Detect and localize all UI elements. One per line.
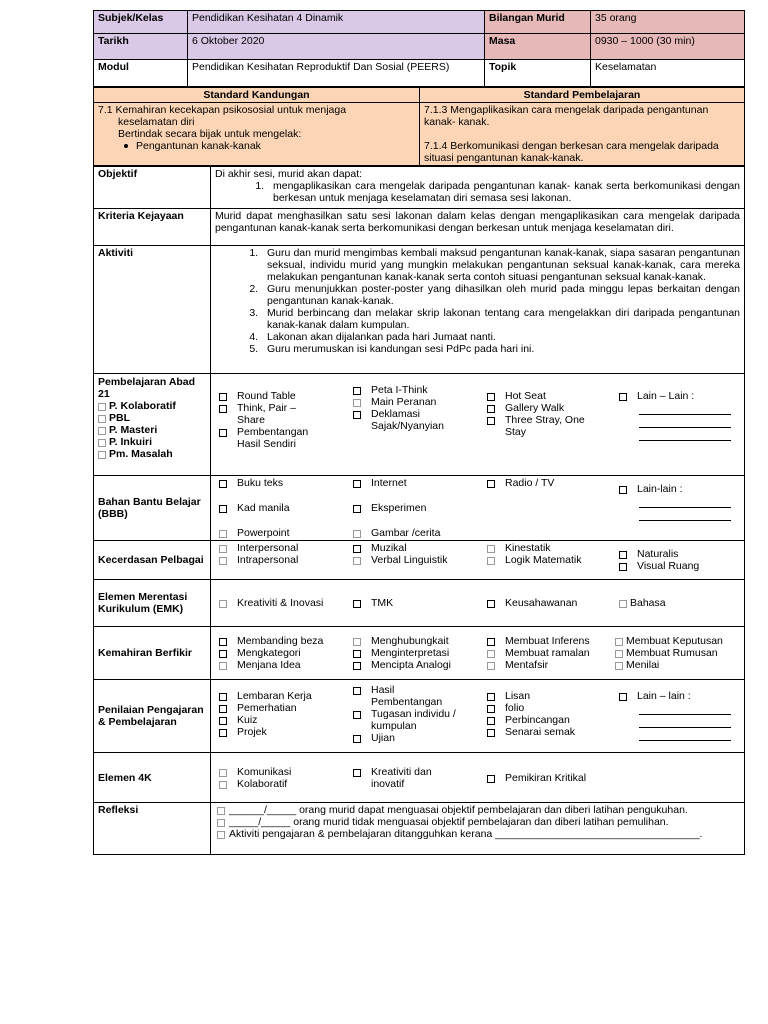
kemahiran-option: Menginterpretasi: [371, 647, 450, 659]
checkbox-icon[interactable]: [219, 693, 227, 701]
aktiviti-item: 1. Guru dan murid mengimbas kembali maksud pengantunan kanak-kanak, siapa sasaran pengantunan seksual, individu murid yang mungkin melakukan pengantunan seksual kanak-kanak, cara mereka melakukan pengantunan kanak-kanak serta contoh situasi pengantunan seksual kanak-kanak.: [261, 247, 740, 283]
objektif-item-1: 1. mengaplikasikan cara mengelak daripada pengantunan kanak- kanak serta berkomunikasi dengan berkesan untuk menjaga keselamatan diri semasa sesi lakonan.: [267, 180, 740, 204]
pab21-option: Hot Seat: [505, 390, 546, 402]
penilaian-option: Lisan: [505, 690, 531, 702]
pab21-sub: PBL: [109, 412, 130, 424]
kemahiran-option: Membuat Keputusan: [626, 635, 723, 647]
kemahiran-options: [211, 627, 745, 680]
penilaian-option: Tugasan individu / kumpulan: [371, 708, 456, 732]
masa-value: 0930 – 1000 (30 min): [591, 34, 745, 60]
checkbox-icon[interactable]: [487, 600, 495, 608]
checkbox-icon[interactable]: [353, 711, 361, 719]
body-table: [93, 166, 745, 855]
checkbox-icon[interactable]: [487, 545, 495, 553]
checkbox-icon[interactable]: [219, 393, 227, 401]
refleksi-label: Refleksi: [94, 803, 211, 855]
checkbox-icon[interactable]: [353, 545, 361, 553]
blank-line[interactable]: [639, 702, 731, 715]
checkbox-icon[interactable]: [619, 693, 627, 701]
bbb-option: Buku teks: [237, 477, 284, 489]
blank-line[interactable]: [639, 402, 731, 415]
checkbox-icon[interactable]: [219, 717, 227, 725]
aktiviti-item: 4. Lakonan akan dijalankan pada hari Jumaat nanti.: [261, 331, 740, 343]
penilaian-option: Kuiz: [237, 714, 258, 726]
checkbox-icon[interactable]: [219, 530, 227, 538]
checkbox-icon[interactable]: [217, 831, 225, 839]
checkbox-icon[interactable]: [219, 638, 227, 646]
pab21-sub: P. Masteri: [109, 424, 158, 436]
penilaian-option: Lembaran Kerja: [237, 690, 312, 702]
kemahiran-option: Membuat Inferens: [505, 635, 590, 647]
penilaian-option: folio: [505, 702, 525, 714]
bullet-icon: [124, 144, 128, 148]
bbb-options: [211, 476, 745, 541]
checkbox-icon[interactable]: [487, 417, 495, 425]
checkbox-icon[interactable]: [219, 557, 227, 565]
modul-label: Modul: [94, 60, 188, 87]
checkbox-icon[interactable]: [98, 403, 106, 411]
checkbox-icon[interactable]: [219, 405, 227, 413]
checkbox-icon[interactable]: [219, 505, 227, 513]
bbb-option: Kad manila: [237, 502, 290, 514]
checkbox-icon[interactable]: [219, 781, 227, 789]
kecerdasan-option: Intrapersonal: [237, 554, 299, 566]
pab21-option: Round Table: [237, 390, 296, 402]
checkbox-icon[interactable]: [353, 530, 361, 538]
checkbox-icon[interactable]: [219, 769, 227, 777]
kecerdasan-label: Kecerdasan Pelbagai: [94, 541, 211, 580]
lesson-plan: [93, 10, 744, 855]
checkbox-icon[interactable]: [219, 705, 227, 713]
kecerdasan-option: Kinestatik: [505, 542, 551, 554]
penilaian-label: Penilaian Pengajaran & Pembelajaran: [94, 680, 211, 753]
checkbox-icon[interactable]: [98, 427, 106, 435]
masa-label: Masa: [485, 34, 591, 60]
standard-table: [93, 87, 745, 166]
blank-line[interactable]: [639, 495, 731, 508]
kandungan-line1: 7.1 Kemahiran kecekapan psikososial untuk menjaga: [98, 104, 347, 116]
refleksi-content: [211, 803, 745, 855]
pab21-sub: P. Kolaboratif: [109, 400, 176, 412]
kemahiran-option: Membuat Rumusan: [626, 647, 718, 659]
pab21-label-cell: [94, 374, 211, 476]
aktiviti-item: 2. Guru menunjukkan poster-poster yang dihasilkan oleh murid pada minggu lepas berkaitan dengan pengantunan kanak-kanak.: [261, 283, 740, 307]
blank-line[interactable]: [639, 415, 731, 428]
standard-pembelajaran-content: [420, 103, 745, 166]
pab21-option: Think, Pair – Share: [237, 402, 296, 426]
penilaian-option: Pemerhatian: [237, 702, 297, 714]
checkbox-icon[interactable]: [619, 563, 627, 571]
bilangan-label: Bilangan Murid: [485, 11, 591, 34]
pab21-lain: Lain – Lain :: [637, 390, 695, 402]
checkbox-icon[interactable]: [487, 717, 495, 725]
checkbox-icon[interactable]: [219, 429, 227, 437]
kecerdasan-option: Interpersonal: [237, 542, 299, 554]
checkbox-icon[interactable]: [487, 729, 495, 737]
kemahiran-option: Menghubungkait: [371, 635, 449, 647]
objektif-intro: Di akhir sesi, murid akan dapat:: [215, 168, 363, 180]
blank-line[interactable]: [639, 428, 731, 441]
refleksi-line2: _____/_____ orang murid tidak menguasai objektif pembelajaran dan diberi latihan pemulihan.: [229, 816, 669, 828]
bbb-option: Radio / TV: [505, 477, 555, 489]
penilaian-option: Projek: [237, 726, 267, 738]
checkbox-icon[interactable]: [219, 545, 227, 553]
kemahiran-option: Menilai: [626, 659, 660, 671]
checkbox-icon[interactable]: [353, 387, 361, 395]
pab21-option: Pembentangan Hasil Sendiri: [237, 426, 309, 450]
elemen4k-options: [211, 753, 745, 803]
checkbox-icon[interactable]: [219, 480, 227, 488]
standard-pembelajaran-header: Standard Pembelajaran: [420, 88, 745, 103]
checkbox-icon[interactable]: [487, 393, 495, 401]
pab21-option: Main Peranan: [371, 396, 437, 408]
checkbox-icon[interactable]: [219, 662, 227, 670]
emk-option: Kreativiti & Inovasi: [237, 597, 324, 609]
checkbox-icon[interactable]: [353, 735, 361, 743]
blank-line[interactable]: [639, 728, 731, 741]
checkbox-icon[interactable]: [353, 399, 361, 407]
pab21-sub: P. Inkuiri: [109, 436, 152, 448]
emk-option: TMK: [371, 597, 394, 609]
blank-line[interactable]: [639, 508, 731, 521]
checkbox-icon[interactable]: [353, 411, 361, 419]
checkbox-icon[interactable]: [219, 600, 227, 608]
bbb-lain: Lain-lain :: [637, 483, 683, 495]
refleksi-line1: ______/_____ orang murid dapat menguasai objektif pembelajaran dan diberi latihan pengukuhan.: [229, 804, 688, 816]
checkbox-icon[interactable]: [219, 729, 227, 737]
bbb-option: Gambar /cerita: [371, 527, 441, 539]
elemen4k-option: Pemikiran Kritikal: [505, 771, 587, 784]
kecerdasan-option: Naturalis: [637, 548, 679, 560]
pab21-option: Deklamasi Sajak/Nyanyian: [371, 408, 444, 432]
tarikh-label: Tarikh: [94, 34, 188, 60]
checkbox-icon[interactable]: [98, 415, 106, 423]
objektif-label: Objektif: [94, 167, 211, 209]
standard-kandungan-content: [94, 103, 420, 166]
bbb-option: Powerpoint: [237, 527, 290, 539]
checkbox-icon[interactable]: [353, 600, 361, 608]
checkbox-icon[interactable]: [217, 819, 225, 827]
blank-line[interactable]: [639, 715, 731, 728]
checkbox-icon[interactable]: [487, 775, 495, 783]
checkbox-icon[interactable]: [353, 687, 361, 695]
kecerdasan-options: [211, 541, 745, 580]
checkbox-icon[interactable]: [353, 638, 361, 646]
emk-option: Bahasa: [630, 597, 666, 609]
checkbox-icon[interactable]: [615, 650, 623, 658]
kemahiran-option: Menjana Idea: [237, 659, 301, 671]
pab21-option: Peta I-Think: [371, 384, 428, 396]
pab21-option: Three Stray, One Stay: [505, 414, 585, 438]
checkbox-icon[interactable]: [615, 662, 623, 670]
kecerdasan-option: Logik Matematik: [505, 554, 582, 566]
checkbox-icon[interactable]: [353, 650, 361, 658]
emk-options: [211, 580, 745, 627]
checkbox-icon[interactable]: [219, 650, 227, 658]
pab21-option: Gallery Walk: [505, 402, 565, 414]
aktiviti-content: [211, 246, 745, 374]
checkbox-icon[interactable]: [619, 486, 627, 494]
bbb-option: Eksperimen: [371, 502, 427, 514]
kriteria-label: Kriteria Kejayaan: [94, 209, 211, 246]
lesson-plan-table: [93, 10, 745, 87]
kecerdasan-option: Visual Ruang: [637, 560, 700, 572]
kandungan-bullet: Pengantunan kanak-kanak: [136, 140, 261, 152]
checkbox-icon[interactable]: [619, 551, 627, 559]
kemahiran-option: Mengkategori: [237, 647, 301, 659]
elemen4k-option: Komunikasi: [237, 765, 292, 778]
penilaian-option: Ujian: [371, 732, 395, 744]
aktiviti-item: 3. Murid berbincang dan melakar skrip lakonan tentang cara mengelakkan diri daripada pengantunan kanak-kanak dalam kumpulan.: [261, 307, 740, 331]
kecerdasan-option: Muzikal: [371, 542, 407, 554]
checkbox-icon[interactable]: [487, 557, 495, 565]
checkbox-icon[interactable]: [487, 693, 495, 701]
checkbox-icon[interactable]: [619, 600, 627, 608]
tarikh-value: 6 Oktober 2020: [188, 34, 485, 60]
modul-value: Pendidikan Kesihatan Reproduktif Dan Sosial (PEERS): [188, 60, 485, 87]
kemahiran-option: Membanding beza: [237, 635, 324, 647]
checkbox-icon[interactable]: [353, 480, 361, 488]
kecerdasan-option: Verbal Linguistik: [371, 554, 448, 566]
checkbox-icon[interactable]: [487, 480, 495, 488]
penilaian-option: Senarai semak: [505, 726, 576, 738]
checkbox-icon[interactable]: [487, 705, 495, 713]
checkbox-icon[interactable]: [487, 405, 495, 413]
penilaian-options: [211, 680, 745, 753]
elemen4k-label: Elemen 4K: [94, 753, 211, 803]
pembelajaran-item-2: 7.1.4 Berkomunikasi dengan berkesan cara mengelak daripada situasi pengantunan kanak-kanak.: [424, 140, 719, 164]
kemahiran-option: Mentafsir: [505, 659, 549, 671]
pab21-sub: Pm. Masalah: [109, 448, 173, 460]
subjek-value: Pendidikan Kesihatan 4 Dinamik: [188, 11, 485, 34]
objektif-content: [211, 167, 745, 209]
pembelajaran-item-1: 7.1.3 Mengaplikasikan cara mengelak daripada pengantunan kanak- kanak.: [424, 104, 709, 128]
topik-label: Topik: [485, 60, 591, 87]
standard-kandungan-header: Standard Kandungan: [94, 88, 420, 103]
checkbox-icon[interactable]: [487, 650, 495, 658]
bilangan-value: 35 orang: [591, 11, 745, 34]
penilaian-option: Perbincangan: [505, 714, 570, 726]
bbb-label: Bahan Bantu Belajar (BBB): [94, 476, 211, 541]
penilaian-lain: Lain – lain :: [637, 690, 691, 702]
topik-value: Keselamatan: [591, 60, 745, 87]
penilaian-option: Hasil Pembentangan: [371, 684, 443, 708]
pab21-label: Pembelajaran Abad 21: [98, 376, 196, 400]
checkbox-icon[interactable]: [615, 638, 623, 646]
emk-option: Keusahawanan: [505, 597, 578, 609]
checkbox-icon[interactable]: [487, 638, 495, 646]
checkbox-icon[interactable]: [619, 393, 627, 401]
emk-label: Elemen Merentasi Kurikulum (EMK): [94, 580, 211, 627]
kandungan-line3: Bertindak secara bijak untuk mengelak:: [118, 128, 302, 140]
checkbox-icon[interactable]: [98, 451, 106, 459]
checkbox-icon[interactable]: [353, 662, 361, 670]
elemen4k-option: Kreativiti dan inovatif: [371, 765, 432, 790]
kemahiran-option: Mencipta Analogi: [371, 659, 451, 671]
checkbox-icon[interactable]: [98, 439, 106, 447]
kemahiran-option: Membuat ramalan: [505, 647, 590, 659]
checkbox-icon[interactable]: [353, 557, 361, 565]
subjek-label: Subjek/Kelas: [94, 11, 188, 34]
aktiviti-label: Aktiviti: [94, 246, 211, 374]
checkbox-icon[interactable]: [487, 662, 495, 670]
aktiviti-item: 5. Guru merumuskan isi kandungan sesi PdPc pada hari ini.: [261, 343, 740, 355]
refleksi-line3: Aktiviti pengajaran & pembelajaran ditangguhkan kerana ___________________________________.: [229, 828, 703, 840]
kemahiran-label: Kemahiran Berfikir: [94, 627, 211, 680]
bbb-option: Internet: [371, 477, 407, 489]
kriteria-text: Murid dapat menghasilkan satu sesi lakonan dalam kelas dengan mengaplikasikan cara mengelak daripada pengantunan kanak-kanak serta berkomunikasi dengan berkesan untuk menjaga keselamatan diri.: [211, 209, 745, 246]
elemen4k-option: Kolaboratif: [237, 777, 288, 790]
checkbox-icon[interactable]: [353, 505, 361, 513]
checkbox-icon[interactable]: [217, 807, 225, 815]
pab21-options: [211, 374, 745, 476]
checkbox-icon[interactable]: [353, 769, 361, 777]
kandungan-line2: keselamatan diri: [118, 116, 195, 128]
